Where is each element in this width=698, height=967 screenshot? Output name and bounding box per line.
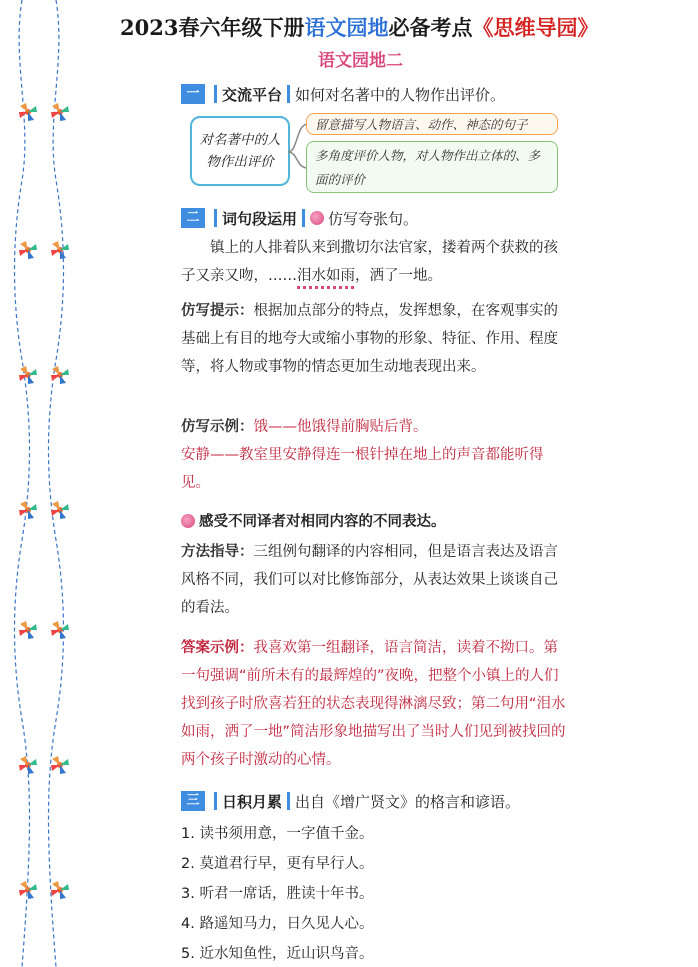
section-name: 日积月累	[222, 792, 283, 811]
mindmap-branch-1: 留意描写人物语言、动作、神态的句子	[306, 113, 558, 135]
example-sentence: 镇上的人排着队来到撒切尔法官家，搂着两个获救的孩子又亲又吻，……泪水如雨，洒了一地。	[181, 240, 558, 284]
mindmap-center: 对名著中的人物作出评价	[190, 116, 290, 186]
subtitle: 语文园地二	[318, 51, 403, 71]
section-header-accumulation	[181, 789, 520, 813]
proverb-item: 3. 听君一席话，胜读十年书。	[181, 886, 374, 902]
proverb-item: 1. 读书须用意，一字值千金。	[181, 826, 374, 842]
section-desc: 如何对名著中的人物作出评价。	[295, 85, 506, 104]
example-paragraph: 仿写示例：饿——他饿得前胸贴后背。 安静——教室里安静得连一根针掉在地上的声音都能听得见。	[181, 419, 544, 491]
bullet-icon	[310, 211, 324, 225]
mindmap-branch-2: 多角度评价人物，对人物作出立体的、多面的评价	[306, 141, 558, 193]
exercise2-title: 感受不同译者对相同内容的不同表达。	[181, 508, 571, 536]
section-number: 一	[181, 84, 205, 104]
dotted-phrase: 泪水如雨	[297, 268, 355, 284]
decorative-border	[8, 0, 83, 967]
section-header-exchange	[181, 82, 505, 106]
section-number: 二	[181, 208, 205, 228]
section-desc: 出自《增广贤文》的格言和谚语。	[295, 792, 521, 811]
bullet-icon	[181, 514, 195, 528]
section-name: 词句段运用	[222, 209, 298, 228]
section-number: 三	[181, 791, 205, 811]
title-part-grade: 2023春六年级下册	[120, 15, 305, 40]
title-part-mindmap: 《思维导园》	[472, 15, 599, 40]
answer-paragraph: 答案示例：我喜欢第一组翻译，语言简洁，读着不拗口。第一句强调“前所未有的最辉煌的”夜晚，把整个小镇上的人们找到孩子时欣喜若狂的状态表现得淋漓尽致；第二句用“泪水如雨，洒了一地”简洁形象地描写出了当时人们见到被找回的两个孩子时激动的心情。	[181, 640, 566, 768]
proverb-item: 2. 莫道君行早，更有早行人。	[181, 856, 374, 872]
hint-paragraph: 仿写提示：根据加点部分的特点，发挥想象，在客观事实的基础上有目的地夸大或缩小事物的形象、特征、作用、程度等，将人物或事物的情态更加生动地表现出来。	[181, 303, 558, 375]
proverb-item: 4. 路遥知马力，日久见人心。	[181, 916, 374, 932]
page-title	[120, 12, 690, 42]
pinwheel-icon	[19, 103, 69, 899]
section-header-word-usage	[181, 206, 418, 230]
proverb-item: 5. 近水知鱼性，近山识鸟音。	[181, 946, 374, 962]
section-desc: 仿写夸张句。	[328, 209, 419, 228]
section-name: 交流平台	[222, 85, 283, 104]
method-paragraph: 方法指导：三组例句翻译的内容相同，但是语言表达及语言风格不同，我们可以对比修饰部分，从表达效果上谈谈自己的看法。	[181, 544, 558, 616]
title-part-garden: 语文园地	[304, 15, 389, 40]
title-part-points: 必备考点	[388, 15, 473, 40]
